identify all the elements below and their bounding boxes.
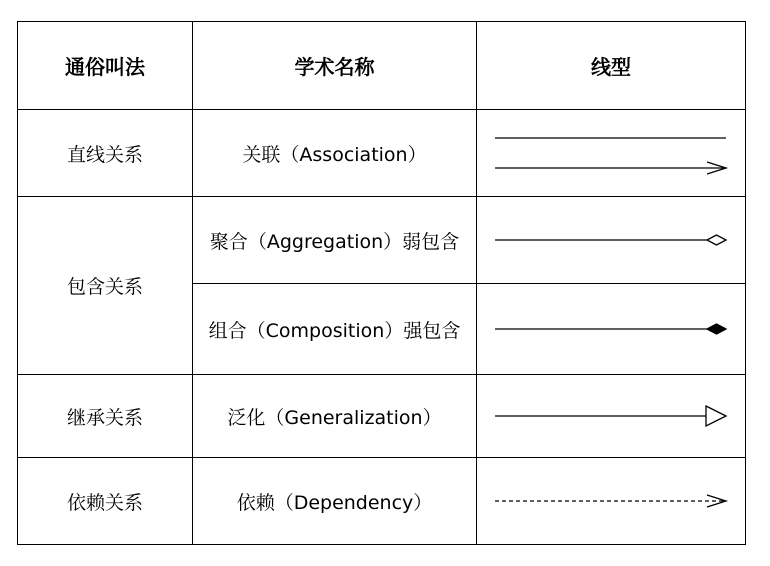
table-row bbox=[18, 197, 746, 284]
common-name-straight: 直线关系 bbox=[18, 110, 193, 197]
line-type-generalization bbox=[477, 375, 746, 458]
header-common-name: 通俗叫法 bbox=[18, 22, 193, 110]
common-name-depend: 依赖关系 bbox=[18, 458, 193, 545]
line-type-association bbox=[477, 110, 746, 197]
dashed-arrow-line-icon bbox=[495, 493, 727, 509]
academic-name-composition: 组合（Composition）强包含 bbox=[193, 284, 477, 375]
academic-name-dependency: 依赖（Dependency） bbox=[193, 458, 477, 545]
association-lines-icon bbox=[495, 131, 727, 175]
filled-diamond-line-icon bbox=[495, 321, 727, 337]
academic-name-association: 关联（Association） bbox=[193, 110, 477, 197]
table-row bbox=[18, 458, 746, 545]
header-line-type: 线型 bbox=[477, 22, 746, 110]
table-row bbox=[18, 110, 746, 197]
common-name-contain: 包含关系 bbox=[18, 197, 193, 375]
table-row bbox=[18, 375, 746, 458]
header-academic-name: 学术名称 bbox=[193, 22, 477, 110]
header-row bbox=[18, 22, 746, 110]
hollow-triangle-line-icon bbox=[495, 404, 727, 428]
academic-name-aggregation: 聚合（Aggregation）弱包含 bbox=[193, 197, 477, 284]
line-type-aggregation bbox=[477, 197, 746, 284]
line-type-dependency bbox=[477, 458, 746, 545]
common-name-inherit: 继承关系 bbox=[18, 375, 193, 458]
uml-relationship-table bbox=[17, 21, 746, 545]
line-type-composition bbox=[477, 284, 746, 375]
academic-name-generalization: 泛化（Generalization） bbox=[193, 375, 477, 458]
open-diamond-line-icon bbox=[495, 232, 727, 248]
